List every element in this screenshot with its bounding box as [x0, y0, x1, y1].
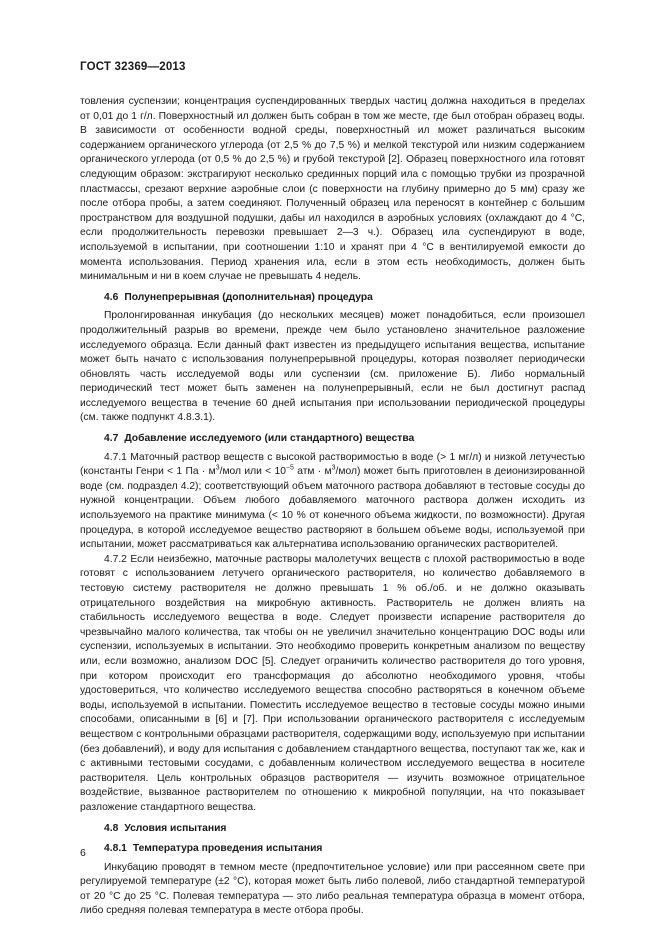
paragraph-4-7-1-part-c: атм · м [293, 466, 332, 478]
heading-4-8-1-title: Температура проведения испытания [132, 843, 323, 855]
paragraph-4-7-1-part-b: /мол или < 10 [219, 466, 286, 478]
heading-4-6-number: 4.6 [104, 291, 119, 303]
heading-4-8-number: 4.8 [104, 822, 119, 834]
heading-4-8-1 [80, 842, 585, 857]
page-content [80, 95, 585, 919]
paragraph-4-7-1-part-a: 4.7.1 Маточный раствор веществ с высокой растворимостью в воде (> 1 мг/л) и низкой летучестью (константы Генри < 1 Па · м [80, 451, 585, 478]
paragraph-4-6: Пролонгированная инкубация (до нескольких месяцев) может понадобиться, если произошел продолжительный разрыв во времени, прежде чем было установлено значительное разложение исследуемого образца. Если данный факт известен из предыдущего испытания вещества, испытание может быть начато с использования полунепрерывной процедуры, которая позволяет периодически обновлять часть исследуемой воды или суспензии (см. приложение Б). Либо нормальный периодический тест может быть заменен на полунепрерывный, если не был достигнут распад исследуемого вещества в течение 60 дней испытания при использовании периодической процедуры (см. также подпункт 4.8.3.1). [80, 310, 585, 424]
heading-4-6-title: Полунепрерывная (дополнительная) процедура [124, 291, 373, 303]
heading-4-6 [80, 291, 585, 306]
heading-4-8 [80, 822, 585, 837]
paragraph-4-7-2: 4.7.2 Если неизбежно, маточные растворы малолетучих веществ с плохой растворимостью в воде готовят с использованием летучего органического растворителя, но количество добавляемого в тестовую систему растворителя не должно превышать 1 % об./об. и не должно оказывать отрицательного воздействия на микробную активность. Растворитель не должен влиять на стабильность исследуемого вещества в воде. Следует произвести испарение растворителя до чрезвычайно малого количества, так чтобы он не увеличил значительно концентрацию DOC воды или суспензии, используемых в испытании. Это необходимо проверить конкретным анализом по веществу или, если возможно, анализом DOC [5]. Следует ограничить количество растворителя до того уровня, при котором происходит его трансформация до абсолютно необходимого уровня, чтобы удостовериться, что количество исследуемого вещества способно растворяться в конечном объеме воды, используемой в испытании. Поместить исследуемое вещество в тестовые сосуды можно иными способами, описанными в [6] и [7]. При использовании органического растворителя с исследуемым веществом с контрольными образцами растворителя, содержащими воду, используемую при испытании (без добавлений), и воду для испытания с добавлением стандартного вещества, поступают так же, как и с активными тестовыми сосудами, с добавленным количеством исследуемого вещества в носителе растворителя. Цель контрольных образцов растворителя — изучить возможное отрицательное воздействие, вызванное растворителем по отношению к микробной популяции, на что показывает разложение стандартного вещества. [80, 553, 585, 813]
paragraph-4-7-1 [80, 451, 585, 553]
superscript-minus5: −5 [285, 464, 294, 472]
page-number: 6 [80, 847, 86, 859]
superscript-3-b: 3 [331, 464, 336, 472]
paragraph-4-8-1: Инкубацию проводят в темном месте (предпочтительное условие) или при рассеянном свете при регулируемой температуре (±2 °С), которая может быть либо полевой, либо стандартной температурой от 20 °С до 25 °С. Полевая температура — это либо реальная температура образца в момент отбора, либо средняя полевая температура в месте отбора пробы. [80, 861, 585, 917]
heading-4-8-1-number: 4.8.1 [104, 843, 127, 855]
heading-4-7-title: Добавление исследуемого (или стандартного) вещества [124, 433, 415, 445]
paragraph-4-7-1-part-d: /мол) может быть приготовлен в деионизированной воде (см. подраздел 4.2); соответствующий объем маточного раствора добавляют в тестовые сосуды до нужной концентрации. Объем любого добавляемого маточного раствора должен исходить из используемого на практике минимума (< 10 % от конечного объема жидкости, по возможности). Другая процедура, в которой исследуемое вещество растворяют в большем объеме воды, используемой при испытании, может рассматриваться как альтернатива использованию органических растворителей. [80, 466, 585, 551]
paragraph-sample-preparation: товления суспензии; концентрация суспендированных твердых частиц должна находиться в пределах от 0,01 до 1 г/л. Поверхностный ил должен быть собран в том же месте, где был отобран образец воды. В зависимости от особенности водной среды, поверхностный ил может различаться высоким содержанием органического углерода (от 2,5 % до 7,5 %) и мелкой текстурой или низким содержанием органического углерода (от 0,5 % до 2,5 %) и грубой текстурой [2]. Образец поверхностного ила готовят следующим образом: экстрагируют несколько срединных порций ила с помощью трубки из прозрачной пластмассы, срезают верхние аэробные слои (с поверхности на глубину примерно до 5 мм) сразу же после отбора пробы, а затем соединяют. Полученный образец ила переносят в контейнер с большим пространством для воздушной подушки, дабы ил находился в аэробных условиях (охлаждают до 4 °С, если продолжительность перевозки превышает 2—3 ч.). Образец ила суспендируют в воде, используемой в испытании, при соотношении 1:10 и хранят при 4 °С в вентилируемой емкости до момента использования. Период хранения ила, если в этом есть необходимость, должен быть минимальным и ни в коем случае не превышать 4 недель. [80, 96, 585, 283]
document-header: ГОСТ 32369—2013 [80, 61, 186, 73]
heading-4-8-title: Условия испытания [124, 822, 227, 834]
heading-4-7-number: 4.7 [104, 433, 119, 445]
heading-4-7 [80, 432, 585, 447]
superscript-3-a: 3 [215, 464, 220, 472]
